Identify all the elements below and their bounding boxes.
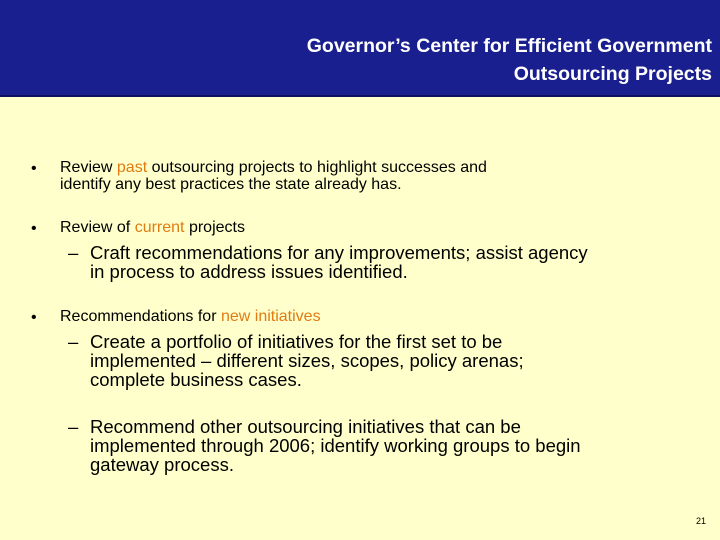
bullet-marker: •: [31, 309, 37, 326]
title-line-1: Governor’s Center for Efficient Government: [306, 35, 712, 57]
dash-marker: –: [68, 242, 79, 263]
highlight-current: current: [134, 219, 185, 236]
bullet-marker: •: [31, 220, 37, 237]
sub-bullet-create-portfolio: – Create a portfolio of initiatives for the first set to be implemented – different sizes, scopes, policy arenas; complete business cases.: [68, 331, 524, 390]
bullet-review-current: Review of current projects: [60, 219, 245, 236]
dash-marker: –: [68, 331, 79, 352]
title-line-2: Outsourcing Projects: [513, 63, 712, 85]
bullet-review-past: Review past outsourcing projects to highlight successes and identify any best practices the state already has.: [60, 159, 487, 193]
slide-title: [307, 32, 712, 88]
sub-bullet-recommend-other: – Recommend other outsourcing initiatives that can be implemented through 2006; identify working groups to begin gateway process.: [68, 416, 581, 475]
bullet-marker: •: [31, 160, 37, 177]
page-number: 21: [695, 516, 706, 526]
header-band: [0, 0, 720, 97]
sub-bullet-craft-recommendations: – Craft recommendations for any improvements; assist agency in process to address issues identified.: [68, 242, 588, 282]
highlight-past: past: [116, 159, 148, 176]
bullet-recommendations-new: Recommendations for new initiatives: [60, 308, 321, 325]
dash-marker: –: [68, 416, 79, 437]
highlight-new-initiatives: new initiatives: [220, 308, 321, 325]
